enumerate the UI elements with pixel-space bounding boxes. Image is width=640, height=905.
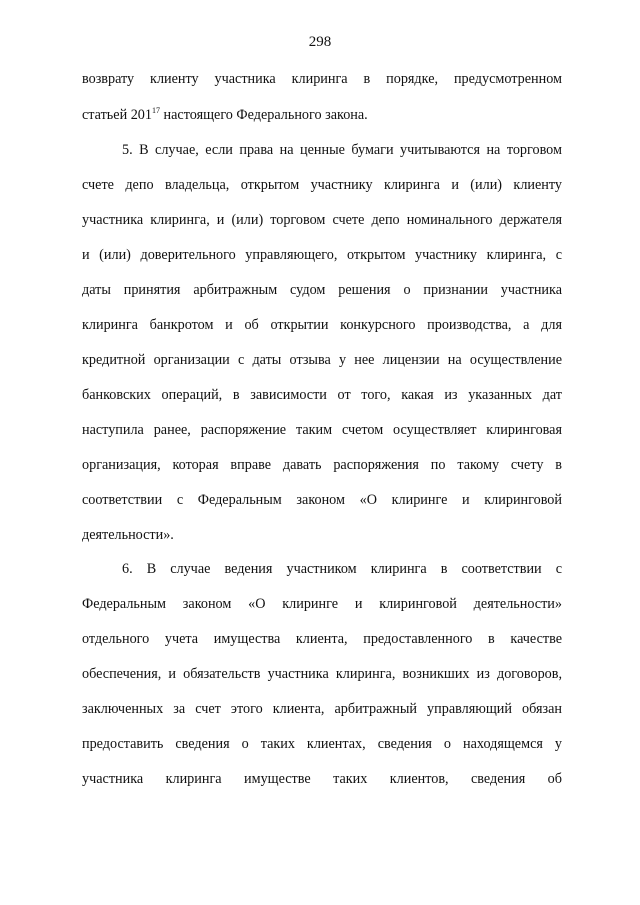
text-line: участника клиринга, и (или) торговом счете депо номинального держателя — [82, 212, 562, 228]
text-line: организация, которая вправе давать распоряжения по такому счету в — [82, 457, 562, 473]
page-number: 298 — [308, 34, 332, 50]
text-line: деятельности». — [82, 527, 174, 543]
text-line: даты принятия арбитражным судом решения о признании участника — [82, 282, 562, 298]
text-line-article-ref — [82, 106, 562, 124]
text-line: наступила ранее, распоряжение таким счетом осуществляет клиринговая — [82, 422, 562, 438]
paragraph-5-start: 5. В случае, если права на ценные бумаги учитываются на торговом — [122, 142, 562, 158]
text-line: и (или) доверительного управляющего, открытом участнику клиринга, с — [82, 247, 562, 263]
text-line: обеспечения, и обязательств участника клиринга, возникших из договоров, — [82, 666, 562, 682]
article-ref-superscript: 17 — [152, 106, 160, 115]
text-line: настоящего Федерального закона. — [163, 107, 368, 123]
text-line: возврату клиенту участника клиринга в порядке, предусмотренном — [82, 71, 562, 87]
text-line: банковских операций, в зависимости от того, какая из указанных дат — [82, 387, 562, 403]
text-line: Федеральным законом «О клиринге и клиринговой деятельности» — [82, 596, 562, 612]
article-ref: статьей 201 — [82, 107, 152, 123]
paragraph-6-start: 6. В случае ведения участником клиринга в соответствии с — [122, 561, 562, 577]
text-line: участника клиринга имуществе таких клиентов, сведения об — [82, 771, 562, 787]
text-line: клиринга банкротом и об открытии конкурсного производства, а для — [82, 317, 562, 333]
text-line: предоставить сведения о таких клиентах, сведения о находящемся у — [82, 736, 562, 752]
text-line: отдельного учета имущества клиента, предоставленного в качестве — [82, 631, 562, 647]
text-line: счете депо владельца, открытом участнику клиринга и (или) клиенту — [82, 177, 562, 193]
text-line: соответствии с Федеральным законом «О клиринге и клиринговой — [82, 492, 562, 508]
text-line: кредитной организации с даты отзыва у нее лицензии на осуществление — [82, 352, 562, 368]
text-line: заключенных за счет этого клиента, арбитражный управляющий обязан — [82, 701, 562, 717]
